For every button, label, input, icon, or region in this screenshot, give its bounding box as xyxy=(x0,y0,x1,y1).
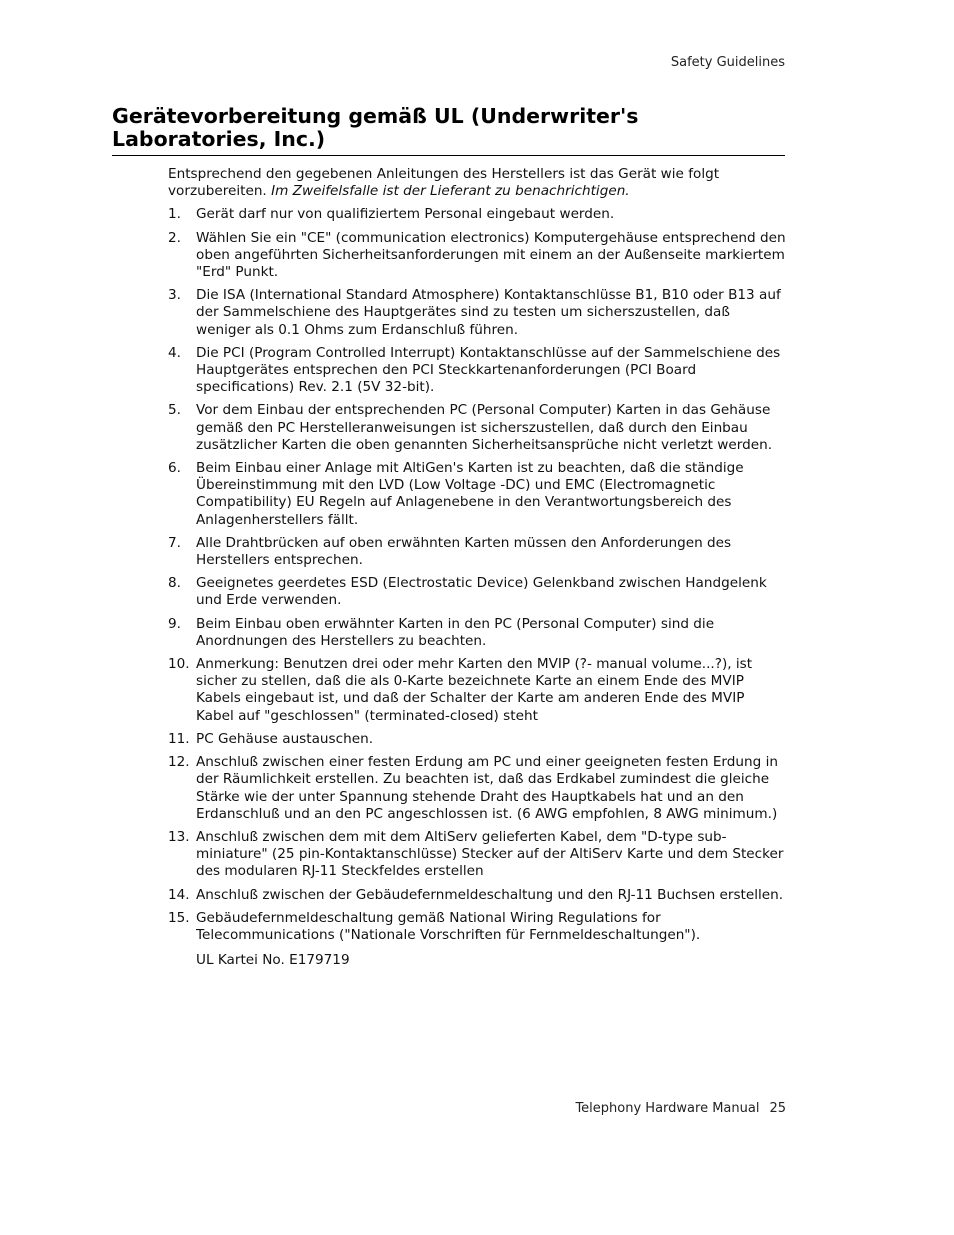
intro-emphasis: Im Zweifelsfalle ist der Lieferant zu benachrichtigen. xyxy=(271,183,630,200)
list-item-number: 1. xyxy=(168,206,181,223)
list-item-number: 12. xyxy=(168,754,190,771)
list-item xyxy=(168,402,786,454)
list-item-number: 8. xyxy=(168,575,181,592)
page-number: 25 xyxy=(769,1101,786,1116)
list-item-text: Gebäudefernmeldeschaltung gemäß National Wiring Regulations for Telecommunications ("Nationale Vorschriften für Fernmeldeschaltungen"). xyxy=(196,909,701,943)
list-item-text: Die ISA (International Standard Atmosphere) Kontaktanschlüsse B1, B10 oder B13 auf der Sammelschiene des Hauptgerätes sind zu testen um sicherszustellen, daß weniger als 0.1 Ohms zum Erdanschluß führen. xyxy=(196,287,781,338)
list-item-text: Gerät darf nur von qualifiziertem Personal eingebaut werden. xyxy=(196,206,615,223)
intro-paragraph xyxy=(168,166,786,200)
list-item-number: 10. xyxy=(168,656,190,673)
list-item xyxy=(168,230,786,282)
list-item xyxy=(168,287,786,339)
list-item xyxy=(168,345,786,397)
list-item xyxy=(168,656,786,725)
list-item-number: 3. xyxy=(168,287,181,304)
list-item-number: 5. xyxy=(168,402,181,419)
ul-file-number: UL Kartei No. E179719 xyxy=(196,952,350,969)
running-footer xyxy=(575,1101,786,1116)
list-item-text: Die PCI (Program Controlled Interrupt) Kontaktanschlüsse auf der Sammelschiene des Hauptgerätes entsprechen den PCI Steckkartenanforderungen (PCI Board specifications) Rev. 2.1 (5V 32-bit). xyxy=(196,344,781,396)
running-header: Safety Guidelines xyxy=(670,55,785,70)
list-item-text: Anschluß zwischen dem mit dem AltiServ gelieferten Kabel, dem "D-type sub-miniature" (25 pin-Kontaktanschlüsse) Stecker auf der AltiServ Karte und dem Stecker des modularen RJ-11 Steckfeldes erstellen xyxy=(196,828,784,880)
list-item-number: 11. xyxy=(168,730,190,747)
list-item xyxy=(168,206,786,223)
manual-title: Telephony Hardware Manual xyxy=(575,1101,760,1116)
list-item xyxy=(168,910,786,944)
list-item xyxy=(168,731,786,748)
list-item xyxy=(168,754,786,823)
list-item-number: 14. xyxy=(168,886,190,903)
list-item-text: Wählen Sie ein "CE" (communication electronics) Komputergehäuse entsprechend den oben angeführten Sicherheitsanforderungen mit einem an der Außenseite markiertem "Erd" Punkt. xyxy=(196,229,786,281)
list-item-number: 6. xyxy=(168,460,181,477)
list-item-text: Vor dem Einbau der entsprechenden PC (Personal Computer) Karten in das Gehäuse gemäß den PC Herstelleranweisungen ist sicherszustellen, daß durch den Einbau zusätzlicher Karten die oben genannten Sicherheitsansprüche nicht verletzt werden. xyxy=(196,402,773,453)
list-item xyxy=(168,616,786,650)
section-content xyxy=(168,166,786,969)
list-item xyxy=(168,460,786,529)
list-item xyxy=(168,575,786,609)
list-item-number: 4. xyxy=(168,344,181,361)
intro-text: Entsprechend den gegebenen Anleitungen des Herstellers ist das Gerät wie folgt vorzubereiten. xyxy=(168,166,720,200)
list-item-number: 7. xyxy=(168,534,181,551)
list-item-number: 9. xyxy=(168,615,181,632)
list-item xyxy=(168,829,786,881)
list-item-text: PC Gehäuse austauschen. xyxy=(196,730,374,747)
list-item-text: Anmerkung: Benutzen drei oder mehr Karten den MVIP (?- manual volume...?), ist sicher zu stellen, daß die als 0-Karte bezeichnete Karte an einem Ende des MVIP Kabels eingebaut ist, und daß der Schalter der Karte am anderen Ende des MVIP Kabel auf "geschlossen" (terminated-closed) steht xyxy=(196,656,753,724)
list-item-text: Alle Drahtbrücken auf oben erwähnten Karten müssen den Anforderungen des Herstellers entsprechen. xyxy=(196,534,732,569)
list-item-text: Anschluß zwischen der Gebäudefernmeldeschaltung und den RJ-11 Buchsen erstellen. xyxy=(196,886,784,903)
section-title: Gerätevorbereitung gemäß UL (Underwriter's Laboratories, Inc.) xyxy=(112,105,785,156)
steps-list xyxy=(168,206,786,944)
list-item xyxy=(168,535,786,569)
list-item-text: Anschluß zwischen einer festen Erdung am PC und einer geeigneten festen Erdung in der Räumlichkeit erstellen. Zu beachten ist, daß das Erdkabel zumindest die gleiche Stärke wie der unter Spannung stehende Draht des Hauptkabels hat und an den Erdanschluß und an den PC angeschlossen ist. (6 AWG empfohlen, 8 AWG minimum.) xyxy=(196,754,778,822)
list-item-number: 13. xyxy=(168,828,190,845)
list-item-text: Geeignetes geerdetes ESD (Electrostatic Device) Gelenkband zwischen Handgelenk und Erde verwenden. xyxy=(196,575,767,609)
list-item-text: Beim Einbau oben erwähnter Karten in den PC (Personal Computer) sind die Anordnungen des Herstellers zu beachten. xyxy=(196,615,715,649)
list-item-number: 2. xyxy=(168,229,181,246)
list-item-text: Beim Einbau einer Anlage mit AltiGen's Karten ist zu beachten, daß die ständige Übereinstimmung mit den LVD (Low Voltage -DC) und EMC (Electromagnetic Compatibility) EU Regeln auf Anlagenebene in den Verantwortungsbereich des Anlagenherstellers fällt. xyxy=(196,460,744,528)
list-item xyxy=(168,887,786,904)
list-item-number: 15. xyxy=(168,909,190,926)
